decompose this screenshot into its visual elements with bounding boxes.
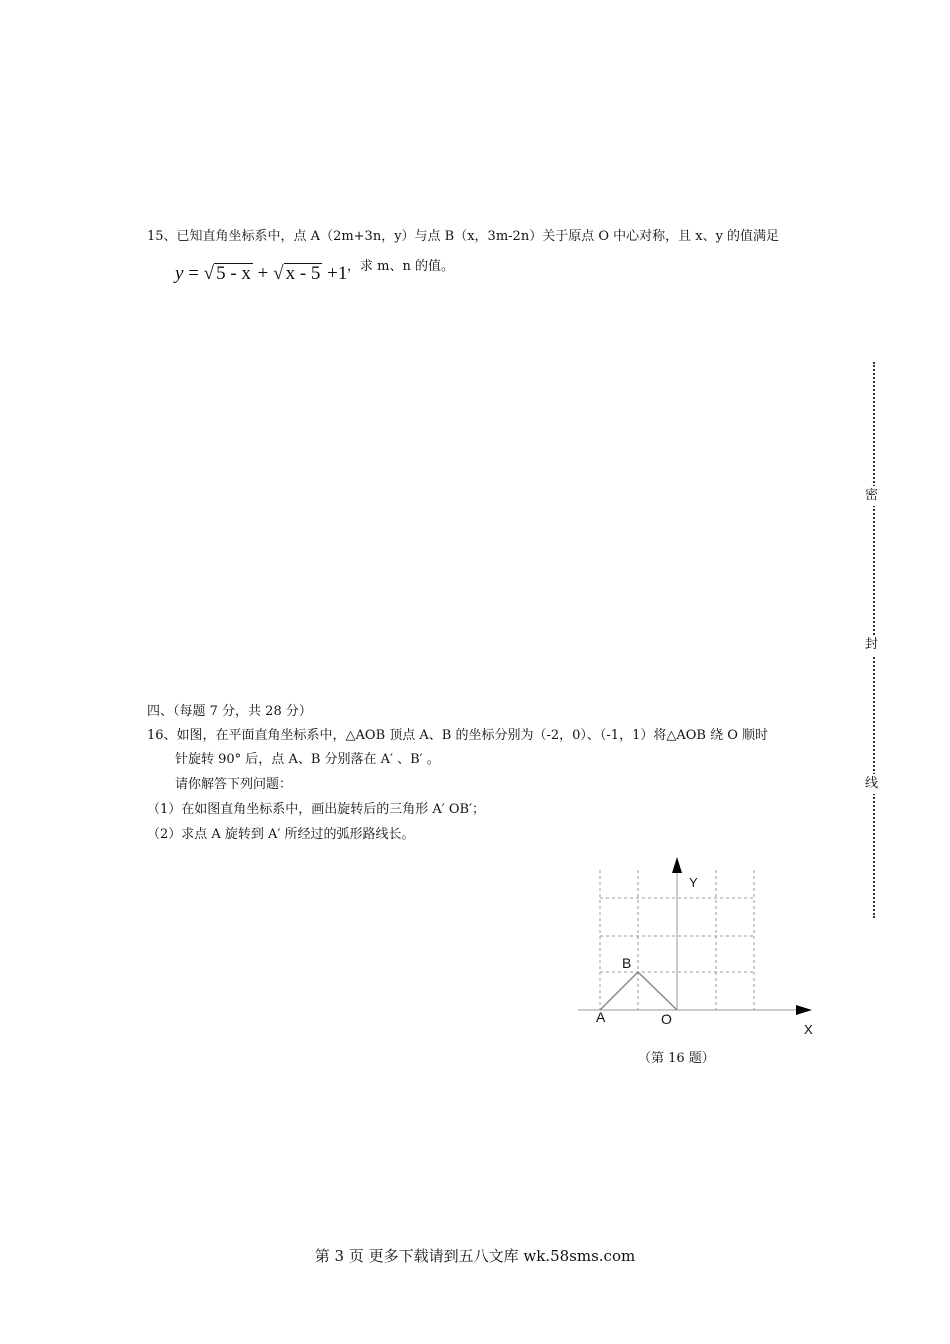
- q16-part-1: （1）在如图直角坐标系中，画出旋转后的三角形 A′ OB′；: [147, 802, 486, 817]
- formula-plus-2: +1: [322, 263, 348, 284]
- binding-mark-feng: 封: [865, 635, 878, 655]
- formula-radicand-2: x - 5: [285, 263, 321, 284]
- x-axis-arrow: [796, 1005, 812, 1015]
- q16-line-1: 16、如图，在平面直角坐标系中，△AOB 顶点 A、B 的坐标分别为（-2，0）、（-1，1）将△AOB 绕 O 顺时: [147, 728, 768, 743]
- y-axis-arrow: [672, 857, 682, 873]
- section-heading: 四、（每题 7 分，共 28 分）: [147, 704, 312, 719]
- formula-y: y: [175, 263, 184, 284]
- point-b-label: B: [622, 955, 632, 971]
- q16-line-2: 针旋转 90° 后，点 A、B 分别落在 A′ 、B′ 。: [175, 752, 440, 767]
- binding-mark-mi: 密: [865, 486, 878, 506]
- formula-equals: =: [183, 263, 204, 284]
- sqrt-symbol: √: [273, 263, 284, 284]
- x-axis-label: X: [804, 1022, 813, 1037]
- page-footer: 第 3 页 更多下载请到五八文库 wk.58sms.com: [314, 1247, 636, 1265]
- y-axis-label: Y: [689, 875, 698, 890]
- formula-radicand-1: 5 - x: [216, 263, 251, 284]
- q15-text: 15、已知直角坐标系中，点 A（2m+3n，y）与点 B（x，3m-2n）关于原点 O 中心对称，且 x、y 的值满足: [147, 229, 780, 244]
- q16-part-2: （2）求点 A 旋转到 A′ 所经过的弧形路线长。: [147, 827, 415, 842]
- point-o-label: O: [661, 1011, 672, 1027]
- q15-formula: [175, 262, 347, 286]
- q16-line-3: 请你解答下列问题：: [175, 777, 293, 792]
- sqrt-symbol: √: [203, 263, 215, 284]
- figure-caption: （第 16 题）: [638, 1051, 715, 1066]
- q15-tail: ，求 m、n 的值。: [347, 259, 454, 274]
- formula-plus-1: +: [252, 263, 274, 284]
- coordinate-grid-svg: [570, 850, 830, 1050]
- point-a-label: A: [596, 1009, 606, 1025]
- binding-mark-xian: 线: [865, 774, 878, 794]
- coordinate-figure: [570, 850, 830, 1050]
